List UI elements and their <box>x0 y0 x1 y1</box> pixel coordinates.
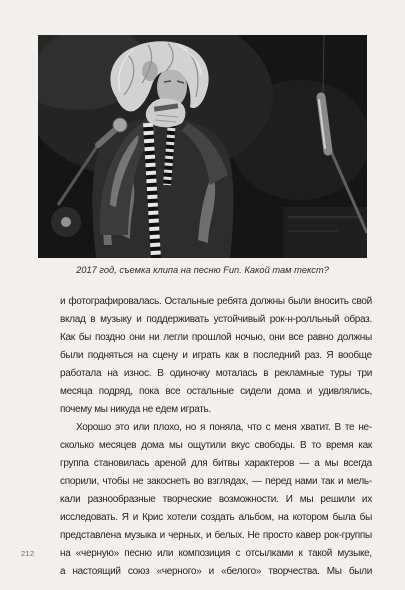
word: В <box>157 368 164 379</box>
word: хватит. <box>300 422 331 433</box>
word: последний <box>252 350 300 361</box>
word: нами <box>294 476 318 487</box>
word: ночью, <box>235 332 266 343</box>
word: устойчивый <box>213 314 266 325</box>
word: Как <box>60 332 75 343</box>
word: время <box>325 440 354 451</box>
word: ни <box>148 332 160 343</box>
word: — <box>251 476 262 487</box>
body-line <box>60 509 372 527</box>
word: рекламные <box>274 368 324 379</box>
word: «черного» <box>156 566 202 577</box>
performer-eye <box>164 81 171 82</box>
paragraph <box>60 293 372 419</box>
word: просто <box>262 530 293 541</box>
word: и <box>206 530 212 541</box>
word: группа <box>60 458 89 469</box>
word: возможности. <box>218 494 279 505</box>
word: меня <box>274 422 297 433</box>
figure-caption: 2017 год, съемка клипа на песню Fun. Какой там текст? <box>76 265 329 275</box>
word: поздно <box>94 332 126 343</box>
word: рок-группы <box>323 530 372 541</box>
word: решили <box>320 494 355 505</box>
word: Хорошо <box>76 422 112 433</box>
word: плохо, <box>153 422 182 433</box>
word: это <box>115 422 130 433</box>
word: творчества. <box>268 566 320 577</box>
word: мы <box>169 440 183 451</box>
word: в <box>263 368 269 379</box>
word: на <box>107 368 118 379</box>
word: но <box>185 422 197 433</box>
word: вообще <box>337 350 372 361</box>
word: дома <box>277 386 301 397</box>
word: три <box>357 368 372 379</box>
word: пока <box>139 386 159 397</box>
word: сколько <box>60 440 94 451</box>
word: поддерживать <box>146 314 209 325</box>
word: настоящий <box>72 566 121 577</box>
word: те <box>344 422 355 433</box>
word: — <box>299 458 310 469</box>
body-line <box>60 329 372 347</box>
word: и <box>306 386 313 397</box>
word: остальные <box>186 386 234 397</box>
body-line <box>60 491 372 509</box>
word: одиночку <box>169 368 210 379</box>
word: все <box>165 386 181 397</box>
word: все <box>288 332 304 343</box>
word: свободы. <box>254 440 295 451</box>
word: с <box>235 548 241 559</box>
body-line <box>60 527 372 545</box>
word: образ. <box>344 314 372 325</box>
word: сцену <box>152 350 178 361</box>
stage-amplifier <box>283 207 367 258</box>
word: такой <box>307 548 333 559</box>
body-text <box>60 293 372 581</box>
body-line <box>60 545 372 563</box>
word: то <box>311 440 321 451</box>
word: кали <box>60 494 81 505</box>
body-line <box>60 383 372 401</box>
word: и <box>136 314 142 325</box>
word: сидели <box>240 386 272 397</box>
word: моталась <box>215 368 258 379</box>
word: Мы <box>326 566 342 577</box>
word: музыке, <box>337 548 372 559</box>
word: удивлялись, <box>318 386 372 397</box>
word: разнообразные <box>87 494 156 505</box>
word: свой <box>351 296 372 307</box>
word: исследовать. <box>60 512 118 523</box>
word: и <box>208 566 214 577</box>
word: альбом, <box>238 512 274 523</box>
word: взглядах, <box>207 476 249 487</box>
word: представлена <box>60 530 122 541</box>
word: работала <box>60 368 102 379</box>
word: битвы <box>212 458 240 469</box>
word: становилась <box>93 458 150 469</box>
word: «белого» <box>221 566 262 577</box>
body-line <box>60 455 372 473</box>
word: Не <box>247 530 260 541</box>
word: композиция <box>178 548 231 559</box>
word: и <box>182 350 188 361</box>
word: подняться <box>87 350 133 361</box>
word: «черную» <box>75 548 119 559</box>
word: творческие <box>162 494 212 505</box>
word: И <box>285 494 293 505</box>
word: и <box>132 512 139 523</box>
word: ощутили <box>187 440 226 451</box>
word: с <box>265 422 271 433</box>
word: в <box>243 350 249 361</box>
body-line <box>60 563 372 581</box>
word: кавер <box>295 530 321 541</box>
word: в <box>90 314 96 325</box>
word: были <box>60 350 84 361</box>
word: месяца <box>60 386 93 397</box>
word: бы <box>359 512 372 523</box>
body-line <box>60 311 372 329</box>
word: как <box>225 350 239 361</box>
word: Я <box>121 512 129 523</box>
word: характеров <box>244 458 295 469</box>
word: дома <box>141 440 164 451</box>
body-line <box>60 365 372 383</box>
word: чтобы <box>102 476 130 487</box>
word: или <box>133 422 150 433</box>
word: их <box>361 494 372 505</box>
word: износ. <box>123 368 152 379</box>
word: должны <box>250 296 285 307</box>
body-line <box>60 347 372 365</box>
word: и <box>159 530 165 541</box>
word: а <box>314 458 320 469</box>
stage-light <box>61 217 71 227</box>
word: туры <box>329 368 352 379</box>
word: белых. <box>214 530 245 541</box>
word: а <box>60 566 66 577</box>
word: прошлой <box>191 332 232 343</box>
word: Крис <box>142 512 163 523</box>
word: В <box>299 440 307 451</box>
word: создать <box>200 512 235 523</box>
word: подряд, <box>98 386 133 397</box>
body-line <box>60 473 372 491</box>
word: бы <box>78 332 92 343</box>
word: так <box>320 476 335 487</box>
word: во <box>193 476 204 487</box>
word: не- <box>358 422 372 433</box>
word: месяцев <box>98 440 137 451</box>
word: были <box>348 566 372 577</box>
word: равно <box>307 332 334 343</box>
word: были <box>287 296 311 307</box>
page-number: 212 <box>21 549 35 558</box>
word: легли <box>163 332 188 343</box>
word: мы <box>324 458 339 469</box>
body-line <box>60 437 372 455</box>
word: хотели <box>166 512 197 523</box>
word: котором <box>292 512 329 523</box>
word: или <box>157 548 174 559</box>
word: мы <box>299 494 314 505</box>
word: черных, <box>168 530 203 541</box>
word: раз. <box>304 350 322 361</box>
word: на <box>278 512 289 523</box>
word: перед <box>265 476 292 487</box>
word: ареной <box>154 458 186 469</box>
word: мель- <box>346 476 372 487</box>
word: они <box>129 332 145 343</box>
word: музыка <box>124 530 157 541</box>
word: Я <box>326 350 334 361</box>
word: на <box>60 548 71 559</box>
word: песню <box>124 548 152 559</box>
word: отсылками <box>245 548 294 559</box>
word: к <box>298 548 303 559</box>
word: В <box>334 422 341 433</box>
concert-photo-drawing <box>38 35 367 258</box>
word: Остальные <box>164 296 214 307</box>
hair-roots <box>142 61 158 81</box>
body-line: почему мы никуда не едем играть. <box>60 404 211 415</box>
figure <box>0 0 405 285</box>
word: спорили, <box>60 476 99 487</box>
word: играть <box>192 350 221 361</box>
word: должны <box>337 332 372 343</box>
word: и <box>60 296 66 307</box>
word: рок-н-ролльный <box>269 314 340 325</box>
word: вкус <box>231 440 250 451</box>
word: была <box>332 512 356 523</box>
word: как <box>358 440 372 451</box>
word: для <box>191 458 208 469</box>
paragraph <box>60 419 372 581</box>
word: поняла, <box>209 422 244 433</box>
word: закоснеть <box>146 476 190 487</box>
concert-photo <box>38 35 367 258</box>
word: я <box>200 422 206 433</box>
word: музыку <box>100 314 132 325</box>
word: союз <box>127 566 150 577</box>
word: всегда <box>343 458 372 469</box>
body-line <box>60 419 372 437</box>
word: и <box>337 476 344 487</box>
word: фотографировалась. <box>68 296 162 307</box>
word: они <box>268 332 285 343</box>
word: вклад <box>60 314 86 325</box>
body-line <box>60 293 372 311</box>
word: вносить <box>314 296 349 307</box>
stage-haze-right <box>230 80 367 200</box>
word: ребята <box>216 296 248 307</box>
word: на <box>137 350 148 361</box>
word: что <box>247 422 262 433</box>
word: не <box>132 476 144 487</box>
